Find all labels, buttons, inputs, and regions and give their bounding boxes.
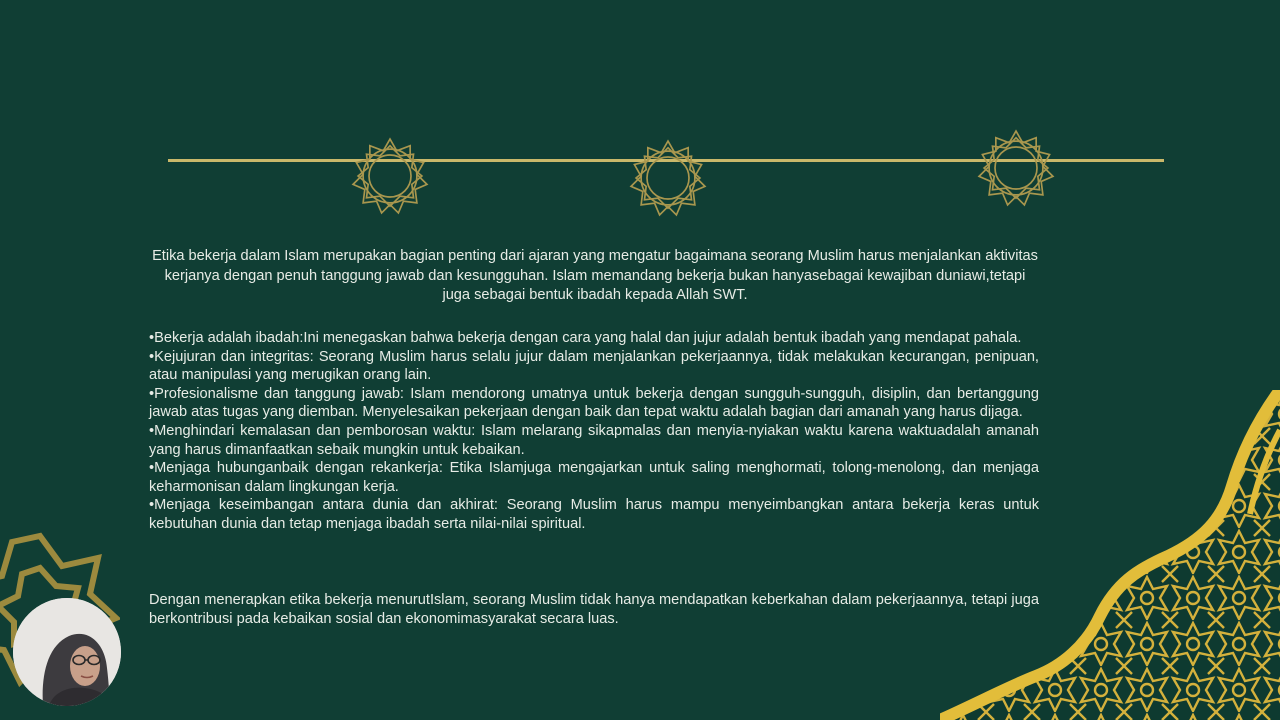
corner-pattern-icon	[940, 390, 1280, 720]
presenter-webcam	[13, 598, 121, 706]
medallion-icon	[626, 136, 710, 220]
bullet-item: •Menghindari kemalasan dan pemborosan waktu: Islam melarang sikapmalas dan menyia-nyiakan waktu karena waktuadalah amanah yang harus dimanfaatkan sebaik mungkin untuk kebaikan.	[149, 422, 1039, 458]
bullet-list	[149, 329, 1039, 534]
bullet-item: •Profesionalisme dan tanggung jawab: Islam mendorong umatnya untuk bekerja dengan sungguh-sungguh, disiplin, dan bertanggung jawab atas tugas yang diemban. Menyelesaikan pekerjaan dengan baik dan tepat waktu adalah bagian dari amanah yang harus dijaga.	[149, 385, 1039, 421]
intro-paragraph: Etika bekerja dalam Islam merupakan bagian penting dari ajaran yang mengatur bagaimana seorang Muslim harus menjalankan aktivitas kerjanya dengan penuh tanggung jawab dan kesungguhan. Islam memandang bekerja bukan hanyasebagai kewajiban duniawi,tetapi juga sebagai bentuk ibadah kepada Allah SWT.	[152, 248, 1038, 303]
bullet-item: •Menjaga keseimbangan antara dunia dan akhirat: Seorang Muslim harus mampu menyeimbangkan antara bekerja keras untuk kebutuhan dunia dan tetap menjaga ibadah serta nilai-nilai spiritual.	[149, 497, 1039, 532]
bullet-item: •Kejujuran dan integritas: Seorang Muslim harus selalu jujur dalam menjalankan pekerjaannya, tidak melakukan kecurangan, penipuan, atau manipulasi yang merugikan orang lain.	[149, 348, 1039, 384]
medallion-icon	[348, 134, 432, 218]
bullet-item: •Bekerja adalah ibadah:Ini menegaskan bahwa bekerja dengan cara yang halal dan jujur adalah bentuk ibadah yang mendapat pahala.	[149, 330, 1022, 346]
conclusion-paragraph: Dengan menerapkan etika bekerja menurutIslam, seorang Muslim tidak hanya mendapatkan keberkahan dalam pekerjaannya, tetapi juga berkontribusi pada kebaikan sosial dan ekonomimasyarakat secara luas.	[149, 592, 1039, 627]
presenter-avatar-icon	[13, 598, 121, 706]
medallion-icon	[974, 126, 1058, 210]
bullet-item: •Menjaga hubunganbaik dengan rekankerja: Etika Islamjuga mengajarkan untuk saling menghormati, tolong-menolong, dan menjaga keharmonisan dalam lingkungan kerja.	[149, 460, 1039, 495]
